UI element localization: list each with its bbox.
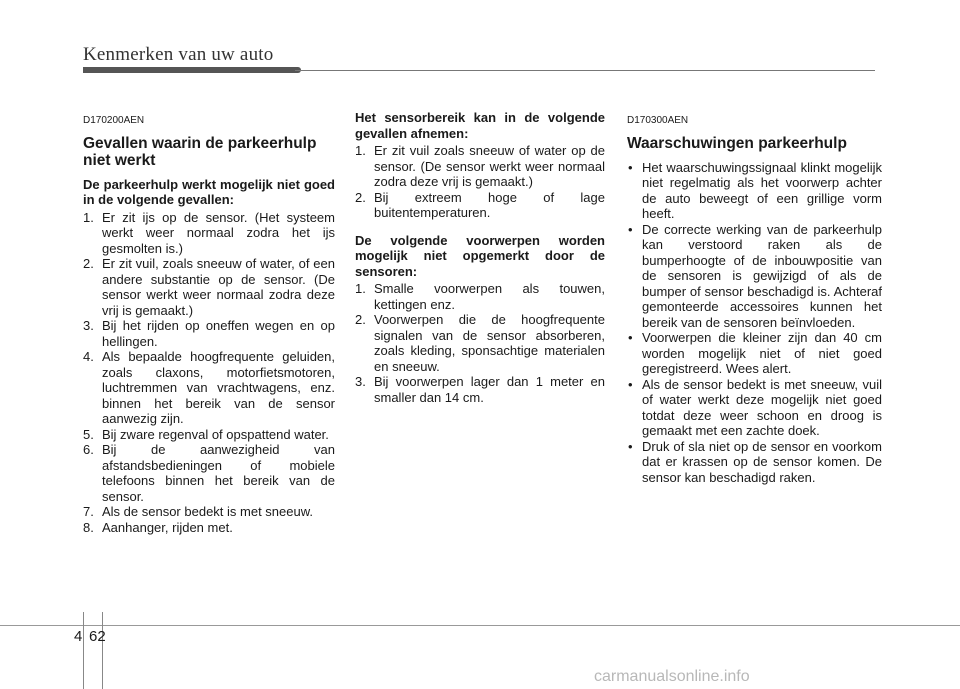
list-item [83,427,335,443]
column-3 [627,110,882,485]
list-item [627,160,882,222]
list-item [355,143,605,190]
bullet-icon: • [628,376,633,392]
item-number: 1. [83,209,94,225]
list-item [83,520,335,536]
list-item [627,222,882,331]
item-text: Er zit vuil, zoals sneeuw of water, of een andere substantie op de sensor. (De sensor werkt weer normaal zodra deze vrij is gemaakt.) [102,256,335,318]
item-text: Het waarschuwingssignaal klinkt mogelijk niet regelmatig als het voorwerp achter de auto beweegt of een grillige vorm heeft. [642,159,882,221]
footer-rule [0,625,960,626]
item-number: 1. [355,281,366,296]
item-text: Bij de aanwezigheid van afstandsbedieningen of mobiele telefoons binnen het bereik van de sensor. [102,442,335,504]
bullet-icon: • [628,330,633,345]
list-item [83,504,335,520]
section-code: D170300AEN [627,115,689,126]
item-number: 2. [355,312,366,327]
list-item [355,312,605,374]
list-item [83,210,335,257]
item-text: Voorwerpen die de hoogfrequente signalen van de sensor absorberen, zoals kleding, sponsachtige materialen en sneeuw. [374,312,605,374]
item-text: Smalle voorwerpen als touwen, kettingen enz. [374,281,605,312]
numbered-list [355,281,605,405]
bullet-icon: • [628,438,633,454]
objects-intro: De volgende voorwerpen worden mogelijk niet opgemerkt door de sensoren: [355,232,605,279]
list-item [83,349,335,427]
item-number: 3. [83,318,94,333]
section-title: Gevallen waarin de parkeerhulp niet werkt [83,134,317,169]
bullet-list [627,160,882,486]
item-number: 8. [83,519,94,535]
item-number: 2. [83,256,94,271]
footer-tick-right [102,612,103,689]
column-1 [83,110,335,535]
numbered-list [355,143,605,221]
item-text: Aanhanger, rijden met. [102,519,233,535]
section-intro: De parkeerhulp werkt mogelijk niet goed in de volgende gevallen: [83,176,335,207]
item-text: Er zit vuil zoals sneeuw of water op de sensor. (De sensor werkt weer normaal zodra deze vrij is gemaakt.) [374,143,605,189]
chapter-number: 4 [74,628,83,645]
list-item [83,256,335,318]
item-text: De correcte werking van de parkeerhulp kan verstoord raken als de bumperhoogte of de inbouwpositie van de sensoren is gewijzigd of als de bumper of sensor beschadigd is. Achteraf gemonteerde accessoires kunnen het bereik van de sensoren beïnvloeden. [642,221,882,330]
list-item [83,442,335,504]
range-intro: Het sensorbereik kan in de volgende gevallen afnemen: [355,110,605,141]
page-number: 62 [89,628,106,645]
item-number: 6. [83,442,94,457]
item-text: Als de sensor bedekt is met sneeuw, vuil of water werkt deze mogelijk niet goed totdat deze weer schoon en droog is gemaakt met een zachte doek. [642,376,882,438]
item-text: Bij het rijden op oneffen wegen en op hellingen. [102,318,335,349]
item-text: Als de sensor bedekt is met sneeuw. [102,504,314,519]
item-text: Bij extreem hoge of lage buitentemperaturen. [374,189,605,220]
header-rule-thin [295,70,875,71]
item-text: Druk of sla niet op de sensor en voorkom dat er krassen op de sensor komen. De sensor kan beschadigd raken. [642,438,882,485]
page-header-title: Kenmerken van uw auto [83,44,274,65]
section-title: Waarschuwingen parkeerhulp [627,134,847,152]
item-number: 2. [355,189,366,205]
bullet-icon: • [628,159,633,175]
numbered-list [83,210,335,536]
list-item [355,190,605,221]
watermark: carmanualsonline.info [594,668,750,685]
list-item [83,318,335,349]
item-text: Bij voorwerpen lager dan 1 meter en smaller dan 14 cm. [374,374,605,405]
item-number: 5. [83,426,94,442]
header-rule-thick [83,67,301,73]
item-number: 4. [83,349,94,364]
list-item [355,281,605,312]
item-text: Als bepaalde hoogfrequente geluiden, zoals claxons, motorfietsmotoren, luchtremmen van vrachtwagens, enz. binnen het bereik van de sensor aanwezig zijn. [102,349,335,426]
list-item [627,330,882,377]
item-number: 7. [83,504,94,519]
item-text: Voorwerpen die kleiner zijn dan 40 cm worden mogelijk niet of niet goed geregistreerd. Wees alert. [642,330,882,376]
section-code: D170200AEN [83,115,145,126]
footer-tick-left [83,612,84,689]
item-number: 3. [355,374,366,389]
list-item [627,439,882,486]
item-text: Er zit ijs op de sensor. (Het systeem werkt weer normaal zodra het ijs gesmolten is.) [102,209,335,256]
bullet-icon: • [628,221,633,237]
item-text: Bij zware regenval of opspattend water. [102,426,329,442]
list-item [355,374,605,405]
item-number: 1. [355,143,366,158]
column-2 [355,110,605,405]
list-item [627,377,882,439]
